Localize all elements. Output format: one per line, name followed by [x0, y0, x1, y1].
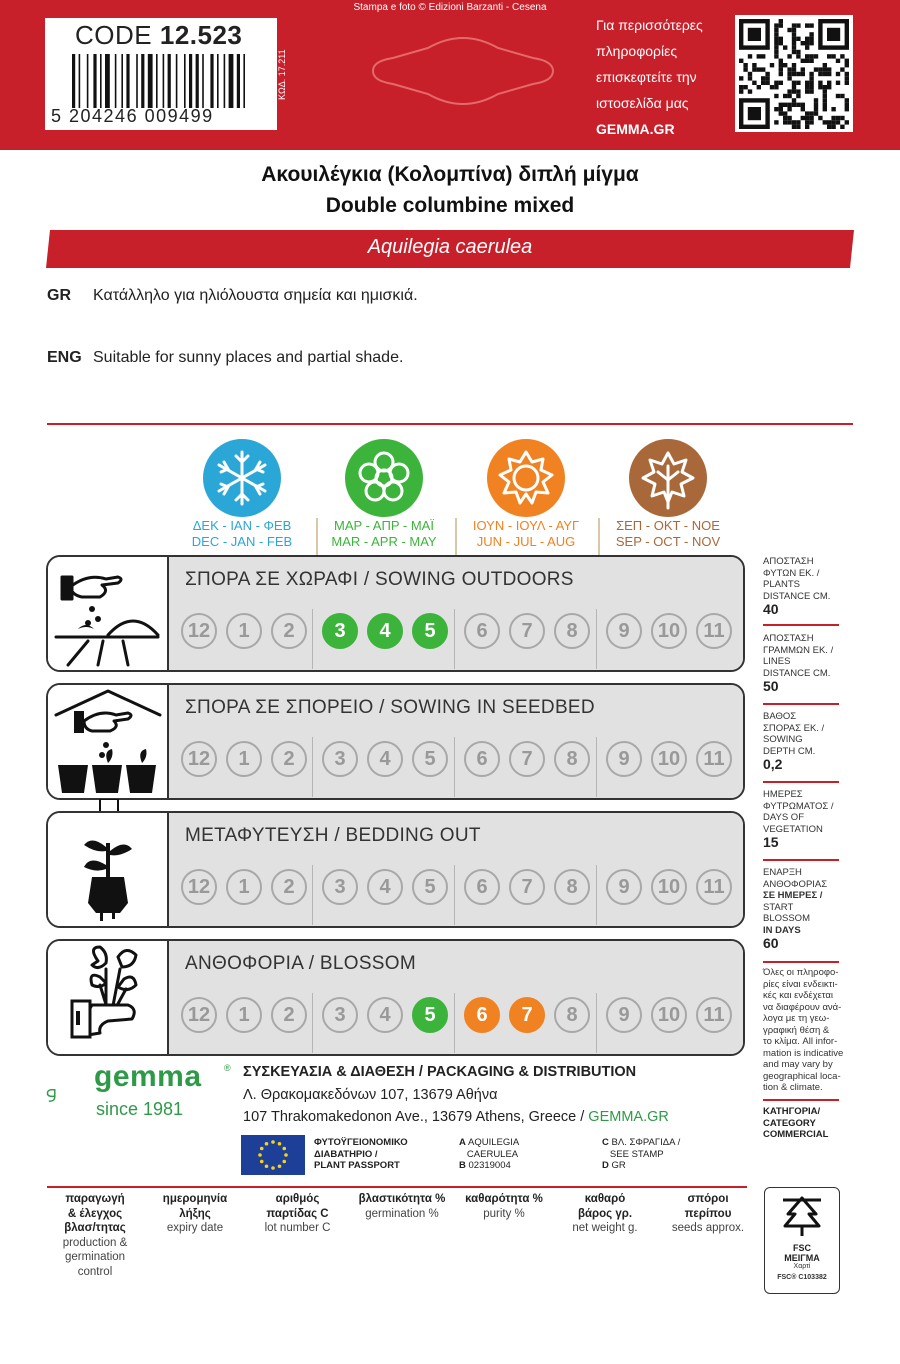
month-4: 4	[367, 869, 403, 905]
spec-plants-distance: ΑΠΟΣΤΑΣΗ ΦΥΤΩΝ ΕΚ. / PLANTS DISTANCE CM. 40	[763, 556, 853, 616]
season-winter: ΔΕΚ - ΙΑΝ - ΦΕΒ DEC - JAN - FEB	[167, 438, 317, 550]
month-5: 5	[412, 869, 448, 905]
month-9: 9	[606, 997, 642, 1033]
brand-name: gemma	[94, 1060, 202, 1093]
row-bedding-out	[46, 811, 745, 928]
row-sowing-seedbed	[46, 683, 745, 800]
col-expiry: ημερομηνία λήξης expiry date	[162, 1193, 228, 1234]
col-production: παραγωγή & έλεγχος βλασ/τητας production & germination control	[62, 1193, 128, 1278]
qr-code-icon[interactable]	[735, 15, 853, 132]
season-separator	[596, 609, 597, 669]
season-separator	[454, 865, 455, 925]
season-separator	[312, 737, 313, 797]
product-code: CODE 12.523	[75, 20, 243, 50]
passport-title: ΦΥΤΟΫΓΕΙΟΝΟΜΙΚΟ ΔΙΑΒΑΤΗΡΙΟ / PLANT PASSPORT	[314, 1137, 408, 1171]
packaging-title: ΣΥΣΚΕΥΑΣΙΑ & ΔΙΑΘΕΣΗ / PACKAGING & DISTRIBUTION	[243, 1064, 637, 1080]
month-1: 1	[226, 869, 262, 905]
month-11: 11	[696, 869, 732, 905]
month-5: 5	[412, 613, 448, 649]
spec-divider	[763, 961, 839, 963]
month-3: 3	[322, 869, 358, 905]
spec-value: 40	[763, 601, 779, 617]
spec-divider	[763, 781, 839, 783]
col-seeds: σπόροι περίπου seeds approx.	[671, 1193, 745, 1234]
divider	[47, 423, 853, 425]
month-11: 11	[696, 613, 732, 649]
month-3: 3	[322, 613, 358, 649]
month-1: 1	[226, 613, 262, 649]
address-english: 107 Thrakomakedonon Ave., 13679 Athens, Greece / GEMMA.GR	[243, 1109, 669, 1125]
col-purity: καθαρότητα % purity %	[465, 1193, 543, 1220]
spec-divider	[763, 859, 839, 861]
month-6: 6	[464, 741, 500, 777]
season-separator	[454, 993, 455, 1053]
month-5: 5	[412, 997, 448, 1033]
month-3: 3	[322, 741, 358, 777]
month-12: 12	[181, 741, 217, 777]
title-english: Double columbine mixed	[325, 194, 575, 217]
spec-sowing-depth: ΒΑΘΟΣ ΣΠΟΡΑΣ ΕΚ. / SOWING DEPTH CM. 0,2	[763, 711, 853, 771]
month-2: 2	[271, 997, 307, 1033]
disclaimer-note: Όλες οι πληροφο- ρίες είναι ενδεικτι- κές και ενδέχεται να διαφέρουν ανά- λογα με τη γεω- γραφική θέση & το κλίμα. All infor- mation is indicative and may vary by geographical loca- tion & climate.	[763, 967, 844, 1093]
title-greek: Ακουιλέγκια (Κολομπίνα) διπλή μίγμα	[261, 163, 639, 186]
leaf-icon	[628, 438, 708, 518]
col-lot: αριθμός παρτίδας C lot number C	[264, 1193, 331, 1234]
sowing-outdoors-icon	[48, 557, 167, 670]
season-separator	[454, 737, 455, 797]
blossom-icon	[48, 941, 167, 1054]
spec-lines-distance: ΑΠΟΣΤΑΣΗ ΓΡΑΜΜΩΝ ΕΚ. / LINES DISTANCE CM. 50	[763, 633, 853, 693]
month-9: 9	[606, 741, 642, 777]
month-6: 6	[464, 613, 500, 649]
sowing-seedbed-icon	[48, 685, 167, 798]
season-separator	[312, 865, 313, 925]
month-7: 7	[509, 741, 545, 777]
brand-since: since 1981	[96, 1099, 184, 1119]
month-9: 9	[606, 869, 642, 905]
month-8: 8	[554, 741, 590, 777]
month-1: 1	[226, 741, 262, 777]
sun-icon	[486, 438, 566, 518]
row-label: ΣΠΟΡΑ ΣΕ ΧΩΡΑΦΙ / SOWING OUTDOORS	[185, 569, 574, 590]
fsc-tree-icon	[779, 1194, 825, 1238]
spec-value: 60	[763, 935, 779, 951]
spec-days-vegetation: ΗΜΕΡΕΣ ΦΥΤΡΩΜΑΤΟΣ / DAYS OF VEGETATION 15	[763, 789, 853, 849]
month-4: 4	[367, 997, 403, 1033]
col-net-weight: καθαρό βάρος γρ. net weight g.	[572, 1193, 638, 1234]
month-10: 10	[651, 741, 687, 777]
spec-value: 0,2	[763, 756, 783, 772]
month-10: 10	[651, 869, 687, 905]
month-8: 8	[554, 613, 590, 649]
bottom-divider	[47, 1186, 747, 1188]
description-gr: GR Κατάλληλο για ηλιόλουστα σημεία και ημισκιά.	[47, 287, 418, 304]
spec-value: 50	[763, 678, 779, 694]
month-7: 7	[509, 613, 545, 649]
month-10: 10	[651, 613, 687, 649]
info-text: Για περισσότερες πληροφορίες επισκεφτείτε την ιστοσελίδα μας GEMMA.GR	[596, 12, 703, 142]
month-6: 6	[464, 869, 500, 905]
hanger-hole-icon	[358, 36, 568, 106]
month-2: 2	[271, 741, 307, 777]
row-label: ΣΠΟΡΑ ΣΕ ΣΠΟΡΕΙΟ / SOWING IN SEEDBED	[185, 697, 595, 718]
gemma-logo-icon	[46, 1063, 90, 1127]
flower-icon	[344, 438, 424, 518]
spec-divider	[763, 703, 839, 705]
month-1: 1	[226, 997, 262, 1033]
season-autumn: ΣΕΠ - ΟΚΤ - ΝΟΕ SEP - OCT - NOV	[593, 438, 743, 550]
season-separator	[596, 865, 597, 925]
fsc-label: FSC ΜΕΙΓΜΑ Χαρτί FSC® C103382	[764, 1187, 840, 1294]
season-separator	[312, 993, 313, 1053]
month-8: 8	[554, 869, 590, 905]
description-en: ENG Suitable for sunny places and partial shade.	[47, 349, 404, 366]
month-4: 4	[367, 613, 403, 649]
brand-website[interactable]: GEMMA.GR	[588, 1109, 669, 1125]
season-separator	[454, 609, 455, 669]
month-2: 2	[271, 869, 307, 905]
passport-a-b: A AQUILEGIA CAERULEA B 02319004	[459, 1137, 520, 1171]
passport-c-d: C ΒΛ. ΣΦΡΑΓΙΔΑ / SEE STAMP D GR	[602, 1137, 681, 1171]
month-9: 9	[606, 613, 642, 649]
row-label: ΜΕΤΑΦΥΤΕΥΣΗ / BEDDING OUT	[185, 825, 481, 846]
row-sowing-outdoors	[46, 555, 745, 672]
category-label: ΚΑΤΗΓΟΡΙΑ/ CATEGORY COMMERCIAL	[763, 1106, 829, 1140]
col-germination: βλαστικότητα % germination %	[358, 1193, 446, 1220]
spec-divider	[763, 1099, 839, 1101]
month-12: 12	[181, 997, 217, 1033]
brand-registered: ®	[224, 1063, 231, 1073]
latin-name: Aquilegia caerulea	[367, 236, 533, 258]
month-11: 11	[696, 741, 732, 777]
month-6: 6	[464, 997, 500, 1033]
month-8: 8	[554, 997, 590, 1033]
season-summer: ΙΟΥΝ - ΙΟΥΛ - ΑΥΓ JUN - JUL - AUG	[451, 438, 601, 550]
row-blossom	[46, 939, 745, 1056]
row-label: ΑΝΘΟΦΟΡΙΑ / BLOSSOM	[185, 953, 416, 974]
month-12: 12	[181, 613, 217, 649]
month-2: 2	[271, 613, 307, 649]
internal-code: ΚΩΔ. 17.211	[277, 49, 287, 101]
month-7: 7	[509, 869, 545, 905]
snowflake-icon	[202, 438, 282, 518]
print-credit: Stampa e foto © Edizioni Barzanti - Cesena	[353, 2, 547, 13]
barcode-icon	[72, 54, 250, 108]
season-spring: ΜΑΡ - ΑΠΡ - ΜΑΪ MAR - APR - MAY	[309, 438, 459, 550]
month-7: 7	[509, 997, 545, 1033]
month-11: 11	[696, 997, 732, 1033]
season-separator	[596, 993, 597, 1053]
spec-start-blossom: ΕΝΑΡΞΗ ΑΝΘΟΦΟΡΙΑΣ ΣΕ ΗΜΕΡΕΣ / START BLOSSOM IN DAYS 60	[763, 867, 853, 950]
spec-value: 15	[763, 834, 779, 850]
info-website[interactable]: GEMMA.GR	[596, 121, 675, 137]
month-3: 3	[322, 997, 358, 1033]
eu-flag-icon	[241, 1135, 305, 1175]
month-10: 10	[651, 997, 687, 1033]
spec-divider	[763, 624, 839, 626]
month-12: 12	[181, 869, 217, 905]
month-4: 4	[367, 741, 403, 777]
season-separator	[596, 737, 597, 797]
season-separator	[312, 609, 313, 669]
bedding-out-icon	[48, 813, 167, 926]
address-greek: Λ. Θρακομακεδόνων 107, 13679 Αθήνα	[243, 1087, 498, 1103]
barcode-number: 5 204246 009499	[51, 106, 214, 126]
barcode-panel	[45, 18, 277, 130]
month-5: 5	[412, 741, 448, 777]
